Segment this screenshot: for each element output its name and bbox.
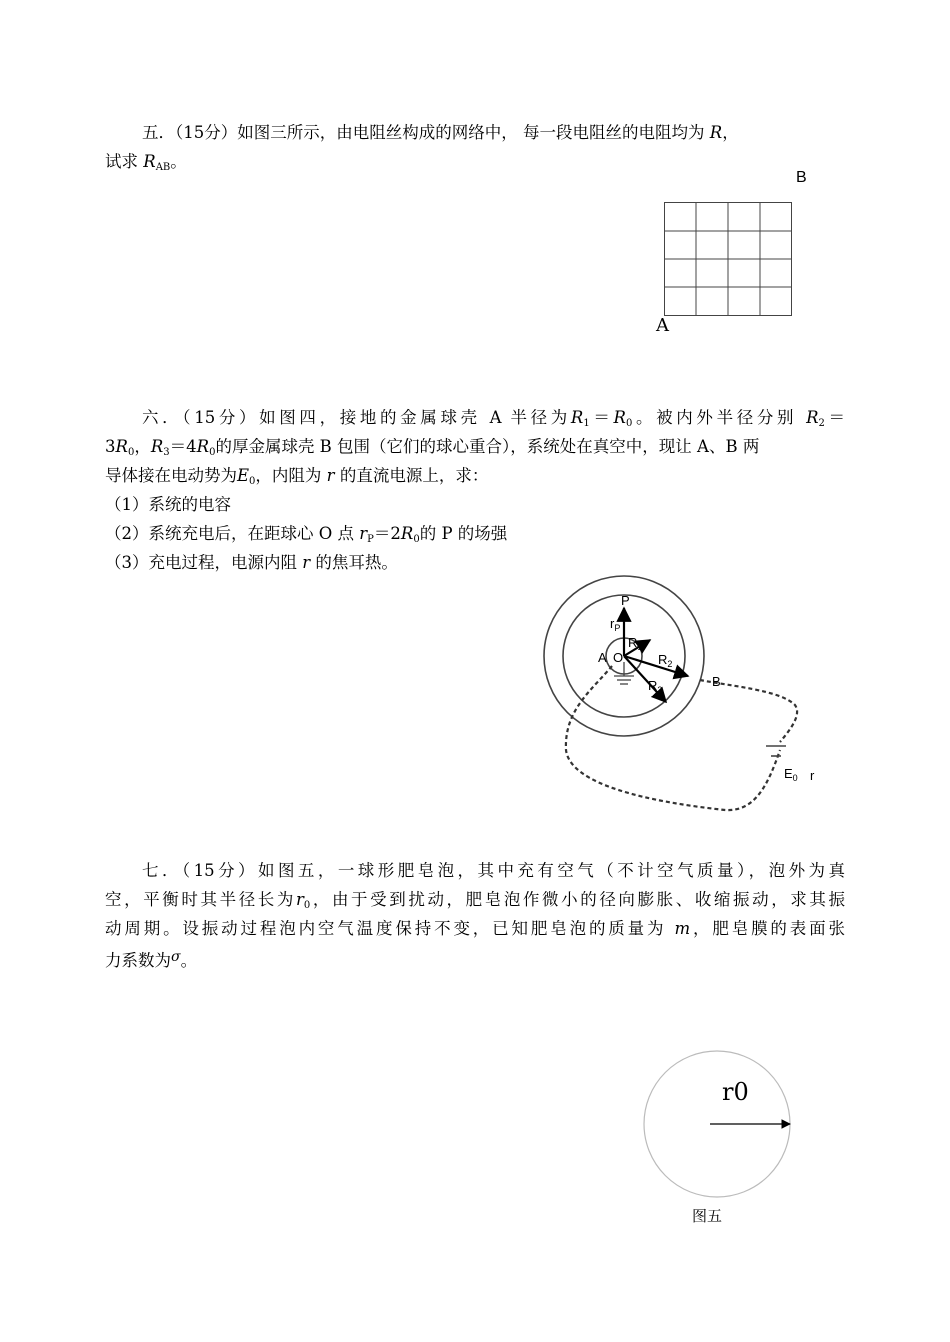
question-6-text (105, 403, 845, 577)
soap-bubble-figure (640, 1050, 800, 1200)
grid-label-b: B (796, 169, 807, 186)
q7-line-4: 力系数为$^\sigma$。 (105, 949, 198, 970)
label-o: O (613, 650, 624, 665)
wire-from-a (566, 666, 780, 810)
q7-line-2: 空，平衡时其半径长为$r_0$，由于受到扰动，肥皂泡作微小的径向膨胀、收缩振动，求其振 (105, 890, 846, 911)
label-p: P (621, 593, 630, 608)
q6-item-1: （1）系统的电容 (105, 495, 231, 514)
q5-line-2: 试求 $R_{AB}$。 (105, 152, 187, 173)
label-rp: $r_P$ (610, 616, 621, 633)
resistor-grid-figure (664, 202, 792, 317)
q6-line-3: 导体接在电动势为$E_0$，内阻为 r 的直流电源上，求： (105, 466, 489, 487)
label-b: B (712, 674, 721, 689)
r-symbol: R (709, 123, 723, 142)
q6-item-2: （2）系统充电后，在距球心 O 点 $r_P=2R_0$的 P 的场强 (105, 524, 508, 545)
q6-item-3: （3）充电过程，电源内阻 r 的焦耳热。 (105, 553, 398, 572)
grid-label-a: A (656, 315, 669, 336)
q7-line-3: 动周期。设振动过程泡内空气温度保持不变，已知肥皂泡的质量为 m，肥皂膜的表面张 (105, 919, 846, 938)
label-a: A (598, 650, 607, 665)
figure-5-caption: 图五 (692, 1207, 723, 1225)
q5-line-1: 五．（15分）如图三所示，由电阻丝构成的网络中， 每一段电阻丝的电阻均为 R， (142, 123, 739, 142)
label-e0: $E_0$ (784, 766, 798, 783)
r-ab-symbol: R (143, 152, 156, 171)
label-r3: $R_3$ (648, 678, 663, 695)
q6-line-2: $3R_0$，$R_3=4R_0$的厚金属球壳 B 包围（它们的球心重合），系统处在真空中，现让 A、B 两 (105, 437, 760, 458)
sphere-capacitor-figure (540, 570, 840, 815)
question-5-text (105, 118, 845, 176)
question-7-text (105, 856, 845, 975)
q7-line-1: 七．（15分）如图五，一球形肥皂泡，其中充有空气（不计空气质量），泡外为真 (142, 861, 845, 880)
sigma-symbol: σ (171, 949, 181, 965)
wire-from-b (700, 680, 797, 742)
label-r: r (810, 768, 815, 783)
radius-label: r0 (722, 1078, 749, 1106)
battery-icon (766, 746, 786, 756)
label-r2: $R_2$ (658, 652, 673, 669)
label-r1: $R_1$ (628, 635, 643, 652)
q6-line-1: 六．（15分）如图四，接地的金属球壳 A 半径为$R_1=R_0$。被内外半径分别 $R_2=$ (142, 408, 846, 429)
